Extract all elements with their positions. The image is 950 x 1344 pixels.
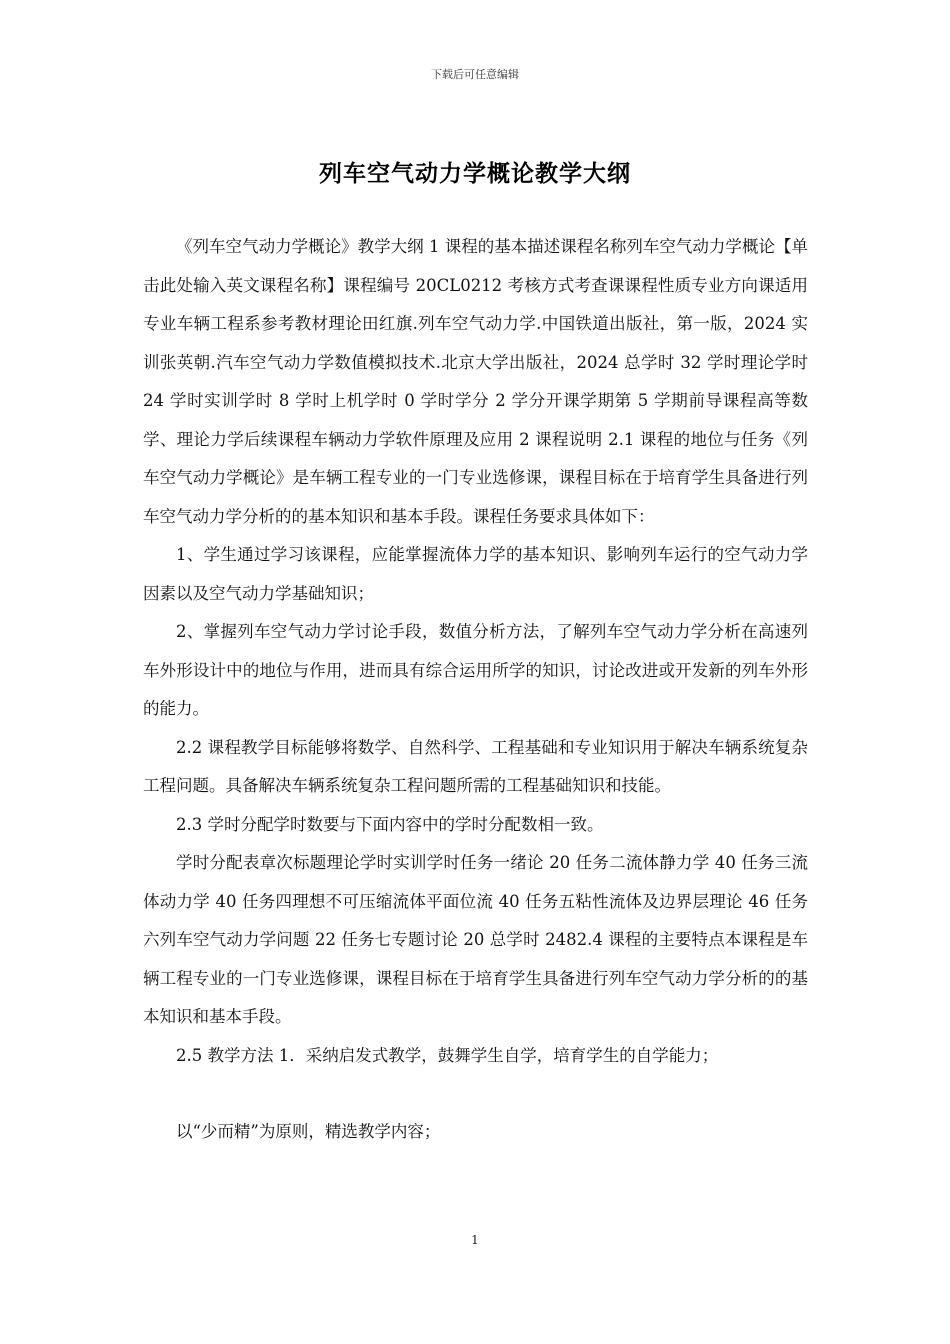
document-title: 列车空气动力学概论教学大纲 <box>319 161 631 187</box>
paragraph-teaching-goal: 2.2 课程教学目标能够将数学、自然科学、工程基础和专业知识用于解决车辆系统复杂工程问题。具备解决车辆系统复杂工程问题所需的工程基础知识和技能。 <box>143 737 808 795</box>
paragraph-task-1: 1、学生通过学习该课程，应能掌握流体力学的基本知识、影响列车运行的空气动力学因素以及空气动力学基础知识； <box>143 545 808 603</box>
header-note: 下载后可任意编辑 <box>431 68 519 81</box>
page-number: 1 <box>471 1233 479 1247</box>
paragraph-course-description: 《列车空气动力学概论》教学大纲 1 课程的基本描述课程名称列车空气动力学概论【单击此处输入英文课程名称】课程编号 20CL0212 考核方式考查课课程性质专业方向课适用专业车辆工程系参考教材理论田红旗.列车空气动力学.中国铁道出版社，第一版，2024 实训张英朝.汽车空气动力学数值模拟技术.北京大学出版社，2024 总学时 32 学时理论学时 24 学时实训学时 8 学时上机学时 0 学时学分 2 学分开课学期第 5 学期前导课程高等数学、理论力学后续课程车辆动力学软件原理及应用 2 课程说明 2.1 课程的地位与任务《列车空气动力学概论》是车辆工程专业的一门专业选修课，课程目标在于培育学生具备进行列车空气动力学分析的的基本知识和基本手段。课程任务要求具体如下： <box>143 237 808 526</box>
paragraph-principle: 以“少而精”为原则，精选教学内容； <box>176 1122 441 1141</box>
document-body <box>143 228 808 1152</box>
paragraph-hours-allocation: 2.3 学时分配学时数要与下面内容中的学时分配数相一致。 <box>176 814 604 834</box>
paragraph-hours-table: 学时分配表章次标题理论学时实训学时任务一绪论 20 任务二流体静力学 40 任务三流体动力学 40 任务四理想不可压缩流体平面位流 40 任务五粘性流体及边界层理论 46 任务六列车空气动力学问题 22 任务七专题讨论 20 总学时 2482.4 课程的主要特点本课程是车辆工程专业的一门专业选修课，课程目标在于培育学生具备进行列车空气动力学分析的的基本知识和基本手段。 <box>143 853 808 1026</box>
paragraph-task-2: 2、掌握列车空气动力学讨论手段，数值分析方法，了解列车空气动力学分析在高速列车外形设计中的地位与作用，进而具有综合运用所学的知识，讨论改进或开发新的列车外形的能力。 <box>143 622 808 718</box>
paragraph-teaching-method: 2.5 教学方法 1．采纳启发式教学，鼓舞学生自学，培育学生的自学能力； <box>176 1045 719 1065</box>
